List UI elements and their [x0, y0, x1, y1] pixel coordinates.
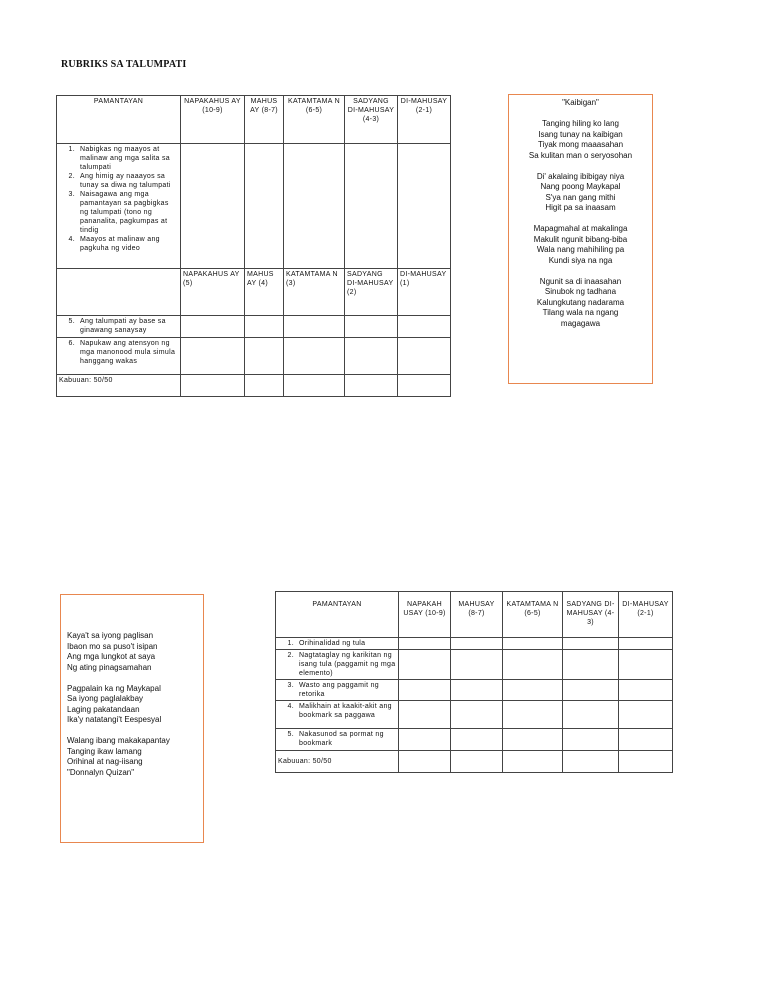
subheader-sadyang-di-mahusay: SADYANG DI-MAHUSAY (2) [345, 269, 398, 316]
criteria-cell [276, 650, 399, 680]
score-cell [619, 751, 673, 773]
criteria-cell [276, 729, 399, 751]
score-cell [503, 729, 563, 751]
score-cell [451, 751, 503, 773]
score-cell [619, 650, 673, 680]
score-cell [619, 680, 673, 701]
score-cell [503, 650, 563, 680]
score-cell [345, 316, 398, 338]
score-cell [181, 316, 245, 338]
score-cell [451, 729, 503, 751]
criterion-item: 4. Maayos at malinaw ang pagkuha ng video [68, 236, 160, 252]
score-cell [503, 638, 563, 650]
score-cell [245, 375, 284, 397]
poem-title: "Kaibigan" [562, 98, 599, 107]
score-cell [451, 650, 503, 680]
score-cell [284, 375, 345, 397]
score-cell [619, 729, 673, 751]
criteria-cell [276, 701, 399, 729]
score-cell [451, 638, 503, 650]
header-mahusay: MAHUSAY (8-7) [451, 592, 503, 638]
score-cell [398, 375, 451, 397]
criterion-item: 5. Nakasunod sa pormat ng bookmark [287, 731, 384, 747]
score-cell [399, 680, 451, 701]
score-cell [181, 338, 245, 375]
score-cell [284, 316, 345, 338]
poem-stanza: Ngunit sa di inaasahan Sinubok ng tadhana Kalungkutang nadarama Tilang wala na ngang magagawa [536, 276, 625, 328]
header-katamtaman: KATAMTAMA N (6-5) [503, 592, 563, 638]
score-cell [245, 338, 284, 375]
poem-stanza: Di' akalaing ibibigay niya Nang poong Maykapal S'ya nan gang mithi Higit pa sa inaasam [536, 171, 625, 212]
criterion-item: 3. Wasto ang paggamit ng retorika [287, 682, 379, 698]
score-cell [345, 144, 398, 269]
header-di-mahusay: DI-MAHUSAY (2-1) [398, 96, 451, 144]
score-cell [398, 316, 451, 338]
score-cell [563, 650, 619, 680]
poem-continuation-box [60, 594, 204, 843]
score-cell [398, 144, 451, 269]
page-title: RUBRIKS SA TALUMPATI [61, 59, 187, 70]
criterion-item: 6. Napukaw ang atensyon ng mga manonood mula simula hanggang wakas [68, 340, 176, 365]
poem-stanza: Tanging hiling ko lang Isang tunay na kaibigan Tiyak mong maaasahan Sa kulitan man o seryosohan [528, 119, 633, 160]
rubric-table-talumpati [56, 95, 451, 397]
score-cell [284, 338, 345, 375]
criteria-cell [276, 680, 399, 701]
score-cell [451, 701, 503, 729]
score-cell [181, 375, 245, 397]
score-cell [399, 729, 451, 751]
score-cell [245, 316, 284, 338]
score-cell [503, 701, 563, 729]
score-cell [345, 338, 398, 375]
subheader-katamtaman: KATAMTAMA N (3) [284, 269, 345, 316]
criteria-cell [276, 638, 399, 650]
score-cell [563, 638, 619, 650]
subheader-di-mahusay: DI-MAHUSAY (1) [398, 269, 451, 316]
score-cell [503, 751, 563, 773]
score-cell [563, 729, 619, 751]
criteria-cell-empty [57, 269, 181, 316]
total-score: Kabuuan: 50/50 [57, 375, 181, 397]
score-cell [399, 751, 451, 773]
score-cell [399, 701, 451, 729]
poem-stanza: Kaya't sa iyong paglisan Ibaon mo sa puso't isipan Ang mga lungkot at saya Ng ating pinagsamahan [67, 631, 158, 672]
criteria-cell [57, 338, 181, 375]
score-cell [284, 144, 345, 269]
rubric-table-tula [275, 591, 673, 773]
poem-kaibigan-box [508, 94, 653, 384]
score-cell [245, 144, 284, 269]
header-katamtaman: KATAMTAMA N (6-5) [284, 96, 345, 144]
score-cell [563, 680, 619, 701]
total-score: Kabuuan: 50/50 [276, 751, 399, 773]
header-napakahusay: NAPAKAH USAY (10-9) [399, 592, 451, 638]
subheader-mahusay: MAHUS AY (4) [245, 269, 284, 316]
score-cell [399, 650, 451, 680]
criterion-item: 5. Ang talumpati ay base sa ginawang sanaysay [68, 318, 166, 334]
score-cell [563, 701, 619, 729]
criterion-item: 4. Malikhain at kaakit-akit ang bookmark sa paggawa [287, 703, 392, 719]
header-sadyang-di-mahusay: SADYANG DI-MAHUSAY (4-3) [345, 96, 398, 144]
score-cell [619, 638, 673, 650]
score-cell [451, 680, 503, 701]
criteria-header: PAMANTAYAN [57, 96, 181, 144]
score-cell [503, 680, 563, 701]
header-sadyang-di-mahusay: SADYANG DI-MAHUSAY (4-3) [563, 592, 619, 638]
poem-stanza: Mapagmahal at makalinga Makulit ngunit bibang-biba Wala nang mahihiling pa Kundi siya na nga [533, 224, 628, 265]
score-cell [563, 751, 619, 773]
header-mahusay: MAHUS AY (8-7) [245, 96, 284, 144]
score-cell [619, 701, 673, 729]
criterion-item: 1. Nabigkas ng maayos at malinaw ang mga salita sa talumpati [68, 146, 170, 171]
criteria-cell [57, 144, 181, 269]
score-cell [399, 638, 451, 650]
criterion-item: 1. Orihinalidad ng tula [287, 640, 366, 647]
header-napakahusay: NAPAKAHUS AY (10-9) [181, 96, 245, 144]
criteria-header: PAMANTAYAN [276, 592, 399, 638]
criteria-cell [57, 316, 181, 338]
subheader-napakahusay: NAPAKAHUS AY (5) [181, 269, 245, 316]
criterion-item: 2. Nagtataglay ng karikitan ng isang tula (paggamit ng mga elemento) [287, 652, 396, 677]
poem-stanza: Pagpalain ka ng Maykapal Sa iyong paglalakbay Laging pakatandaan Ika'y natatangi't Eespesyal [67, 683, 162, 724]
score-cell [345, 375, 398, 397]
score-cell [398, 338, 451, 375]
poem-stanza: Walang ibang makakapantay Tanging ikaw lamang Orihinal at nag-iisang "Donnalyn Quizan" [67, 736, 170, 777]
header-di-mahusay: DI-MAHUSAY (2-1) [619, 592, 673, 638]
criterion-item: 3. Naisagawa ang mga pamantayan sa pagbigkas ng talumpati (tono ng pananalita, pagkumpas at tindig [68, 191, 169, 234]
score-cell [181, 144, 245, 269]
criterion-item: 2. Ang himig ay naaayos sa tunay sa diwa ng talumpati [68, 173, 171, 189]
